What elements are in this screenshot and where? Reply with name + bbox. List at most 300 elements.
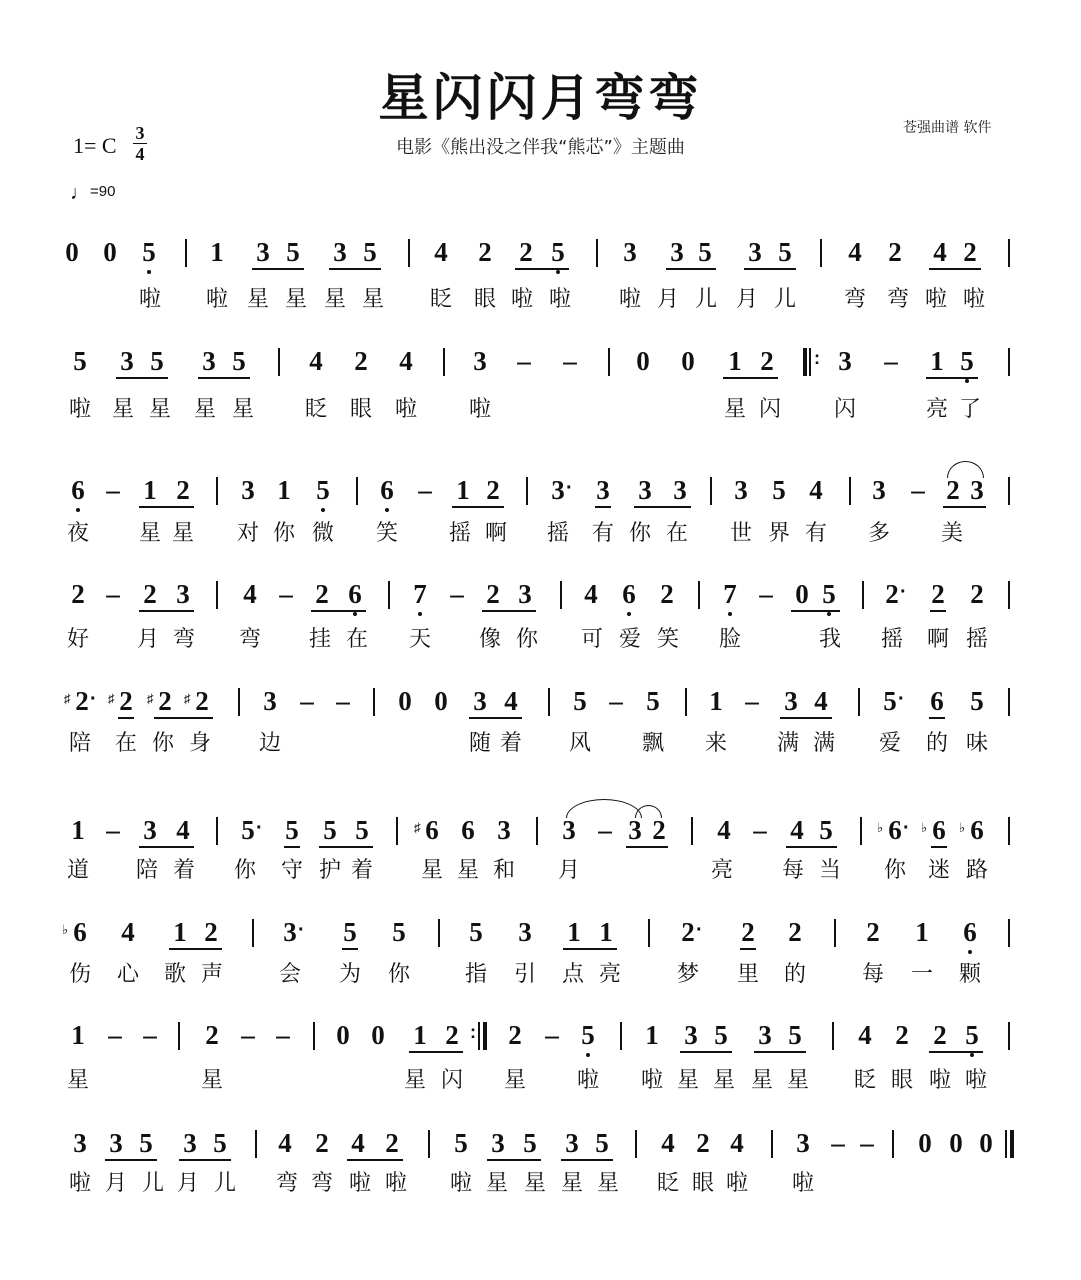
note — [712, 815, 736, 845]
lyric-syllable: 星 — [560, 1171, 583, 1196]
note-digit: 0 — [398, 686, 412, 716]
note-digit: 4 — [730, 1128, 744, 1158]
lyric-syllable: 星 — [148, 397, 171, 422]
note — [273, 1128, 297, 1158]
lyric-syllable: 会 — [278, 962, 301, 987]
low-octave-dot — [556, 270, 560, 274]
note-digit: 2 — [946, 475, 960, 505]
lyric-syllable: 眨 — [853, 1068, 876, 1093]
slur-tie — [566, 799, 642, 818]
lyric-syllable: 弯 — [238, 627, 261, 652]
lyric-syllable: 儿 — [141, 1171, 164, 1196]
note — [546, 237, 570, 267]
lyric-syllable: 好 — [66, 627, 89, 652]
note-digit: 2 — [354, 346, 368, 376]
note — [350, 815, 374, 845]
augmentation-dot: · — [903, 817, 910, 839]
note-digit: 2 — [486, 579, 500, 609]
note-digit: 5 — [883, 686, 897, 716]
lyric-syllable: 当 — [818, 858, 841, 883]
lyric-syllable: 弯 — [886, 287, 909, 312]
note-digit: – — [108, 1020, 122, 1050]
note — [66, 475, 90, 505]
lyric-syllable: 世 — [729, 521, 752, 546]
note-digit: 5 — [142, 237, 156, 267]
note-digit: 5 — [343, 917, 357, 947]
note-digit: 1 — [71, 1020, 85, 1050]
slur-tie — [635, 805, 662, 818]
note — [251, 237, 275, 267]
lyric-syllable: 星 — [111, 397, 134, 422]
lyric-syllable: 天 — [408, 627, 431, 652]
note-digit: 2 — [970, 579, 984, 609]
lyric-syllable: 星 — [138, 521, 161, 546]
low-octave-dot — [968, 950, 972, 954]
note — [693, 237, 717, 267]
barline — [216, 817, 218, 845]
eighth-underline — [139, 506, 194, 508]
note-digit: 3 — [183, 1128, 197, 1158]
note-digit: 4 — [121, 917, 135, 947]
lyric-syllable: 风 — [568, 731, 591, 756]
note — [468, 346, 492, 376]
note-digit: 5 — [316, 475, 330, 505]
note-digit: 5 — [355, 815, 369, 845]
note — [380, 1128, 404, 1158]
note — [965, 579, 989, 609]
note — [60, 237, 84, 267]
lyric-syllable: 儿 — [773, 287, 796, 312]
note — [861, 917, 885, 947]
note — [197, 346, 221, 376]
flat-icon: ♭ — [959, 820, 966, 835]
note — [513, 917, 537, 947]
note-digit: 1 — [71, 815, 85, 845]
lyric-syllable: 一 — [910, 962, 933, 987]
note — [790, 579, 814, 609]
barline — [691, 817, 693, 845]
flat-icon: ♭ — [921, 820, 928, 835]
note — [98, 237, 122, 267]
lyric-syllable: 亮 — [598, 962, 621, 987]
score-subtitle: 电影《熊出没之伴我“熊芯”》主题曲 — [396, 137, 685, 158]
note — [451, 475, 475, 505]
note-digit: – — [545, 1020, 559, 1050]
note-digit: 5 — [73, 346, 87, 376]
note-digit: 5 — [788, 1020, 802, 1050]
note — [138, 475, 162, 505]
eighth-underline — [926, 377, 978, 379]
note-digit: 1 — [599, 917, 613, 947]
eighth-underline — [744, 268, 796, 270]
note — [729, 475, 753, 505]
lyric-syllable: 星 — [485, 1171, 508, 1196]
note-digit: 2 — [205, 1020, 219, 1050]
note — [349, 346, 373, 376]
lyric-syllable: 伤 — [68, 962, 91, 987]
barline — [278, 348, 280, 376]
note-digit: 3 — [673, 475, 687, 505]
lyric-syllable: 闪 — [440, 1068, 463, 1093]
lyric-syllable: 飘 — [641, 731, 664, 756]
note — [138, 815, 162, 845]
lyric-syllable: 亮 — [925, 397, 948, 422]
flat-icon: ♭ — [62, 922, 69, 937]
note-digit: 4 — [243, 579, 257, 609]
lyric-syllable: 和 — [492, 858, 515, 883]
note-digit: 5 — [573, 686, 587, 716]
note — [208, 1128, 232, 1158]
note — [486, 1128, 510, 1158]
note-digit: 3 — [596, 475, 610, 505]
lyric-syllable: 在 — [114, 731, 137, 756]
lyric-syllable: 啦 — [510, 287, 533, 312]
note — [676, 346, 700, 376]
note-digit: 6 — [348, 579, 362, 609]
note-digit: 3 — [283, 917, 297, 947]
low-octave-dot — [586, 1053, 590, 1057]
barline — [1008, 817, 1010, 845]
lyric-syllable: 陪 — [68, 731, 91, 756]
note — [311, 475, 335, 505]
lyric-syllable: 星 — [503, 1068, 526, 1093]
note — [227, 346, 251, 376]
note-digit: 3 — [73, 1128, 87, 1158]
eighth-underline — [595, 506, 611, 508]
lyric-syllable: 弯 — [275, 1171, 298, 1196]
lyric-syllable: 啦 — [548, 287, 571, 312]
note — [236, 475, 260, 505]
barline — [560, 581, 562, 609]
barline — [428, 1130, 430, 1158]
note-digit: 5 — [778, 237, 792, 267]
note-digit: 1 — [143, 475, 157, 505]
note — [310, 1128, 334, 1158]
low-octave-dot — [321, 508, 325, 512]
barline — [862, 581, 864, 609]
note-digit: – — [753, 815, 767, 845]
note — [668, 475, 692, 505]
note-digit: 3 — [734, 475, 748, 505]
note — [115, 346, 139, 376]
note-digit: 5 — [970, 686, 984, 716]
note — [481, 475, 505, 505]
lyric-syllable: 里 — [736, 962, 759, 987]
note — [346, 1128, 370, 1158]
low-octave-dot — [418, 612, 422, 616]
lyric-syllable: 挂 — [308, 627, 331, 652]
lyric-syllable: 星 — [171, 521, 194, 546]
note — [647, 815, 671, 845]
note — [880, 579, 907, 609]
note — [199, 917, 223, 947]
note-digit: 0 — [918, 1128, 932, 1158]
note-digit: 5 — [581, 1020, 595, 1050]
eighth-underline — [139, 610, 194, 612]
slur-tie — [947, 461, 984, 478]
barline — [1008, 239, 1010, 267]
dash-hold — [101, 815, 125, 845]
lyric-syllable: 对 — [236, 521, 259, 546]
note — [481, 579, 505, 609]
note-digit: 1 — [173, 917, 187, 947]
note — [718, 579, 742, 609]
dash-hold — [593, 815, 617, 845]
barline — [596, 239, 598, 267]
note-digit: – — [106, 475, 120, 505]
lyric-syllable: 啦 — [384, 1171, 407, 1196]
note — [513, 579, 537, 609]
note — [809, 686, 833, 716]
note-digit: 1 — [915, 917, 929, 947]
eighth-underline — [105, 1159, 157, 1161]
eighth-underline — [169, 948, 222, 950]
note-digit: 5 — [469, 917, 483, 947]
note-digit: 6 — [963, 917, 977, 947]
note-digit: 3 — [333, 237, 347, 267]
lyric-syllable: 颗 — [958, 962, 981, 987]
note-digit: 0 — [795, 579, 809, 609]
note-digit: 3 — [784, 686, 798, 716]
lyric-syllable: 歌 — [163, 962, 186, 987]
note-digit: 3 — [565, 1128, 579, 1158]
lyric-syllable: 星 — [323, 287, 346, 312]
note — [137, 237, 161, 267]
barline — [443, 348, 445, 376]
note — [440, 1020, 464, 1050]
note — [205, 237, 229, 267]
barline — [849, 477, 851, 505]
dash-hold — [138, 1020, 162, 1050]
note — [877, 815, 910, 845]
note-digit: 4 — [434, 237, 448, 267]
note — [944, 1128, 968, 1158]
note — [562, 917, 586, 947]
lyric-syllable: 星 — [523, 1171, 546, 1196]
eighth-underline — [469, 717, 522, 719]
lyric-syllable: 可 — [580, 627, 603, 652]
lyric-syllable: 儿 — [213, 1171, 236, 1196]
note — [178, 1128, 202, 1158]
note — [278, 917, 305, 947]
lyric-syllable: 味 — [965, 731, 988, 756]
sharp-icon: ♯ — [108, 691, 115, 706]
note-digit: 4 — [504, 686, 518, 716]
note — [921, 815, 951, 845]
lyric-syllable: 你 — [883, 858, 906, 883]
note-digit: 5 — [232, 346, 246, 376]
note-digit: 4 — [176, 815, 190, 845]
note-digit: 4 — [790, 815, 804, 845]
note-digit: – — [450, 579, 464, 609]
lyric-syllable: 多 — [867, 521, 890, 546]
note — [679, 1020, 703, 1050]
note-digit: 5 — [698, 237, 712, 267]
dash-hold — [754, 579, 778, 609]
note-digit: 5 — [595, 1128, 609, 1158]
note-digit: – — [860, 1128, 874, 1158]
note-digit: 4 — [309, 346, 323, 376]
lyric-syllable: 在 — [665, 521, 688, 546]
lyric-syllable: 亮 — [710, 858, 733, 883]
note — [394, 346, 418, 376]
sharp-icon: ♯ — [414, 820, 421, 835]
note — [753, 1020, 777, 1050]
note-digit: 4 — [399, 346, 413, 376]
note — [965, 475, 989, 505]
note-digit: 0 — [979, 1128, 993, 1158]
lyric-syllable: 星 — [403, 1068, 426, 1093]
note — [785, 815, 809, 845]
lyric-syllable: 身 — [188, 731, 211, 756]
note-digit: 6 — [380, 475, 394, 505]
note-digit: 2 — [195, 686, 209, 716]
lyric-syllable: 来 — [704, 731, 727, 756]
note — [518, 1128, 542, 1158]
eighth-underline — [342, 948, 358, 950]
note-digit: 0 — [949, 1128, 963, 1158]
note — [468, 686, 492, 716]
eighth-underline — [409, 1051, 463, 1053]
dash-hold — [236, 1020, 260, 1050]
lyric-syllable: 美 — [940, 521, 963, 546]
note-digit: – — [336, 686, 350, 716]
note — [804, 475, 828, 505]
note-digit: 1 — [645, 1020, 659, 1050]
note — [429, 686, 453, 716]
note — [591, 475, 615, 505]
dash-hold — [512, 346, 536, 376]
lyric-syllable: 闪 — [758, 397, 781, 422]
note — [833, 346, 857, 376]
note-digit: 2 — [963, 237, 977, 267]
note — [64, 686, 97, 716]
note-digit: 3 — [256, 237, 270, 267]
eighth-underline — [929, 717, 945, 719]
note — [66, 815, 90, 845]
eighth-underline — [929, 1051, 983, 1053]
eighth-underline — [515, 268, 569, 270]
note-digit: 5 — [363, 237, 377, 267]
note — [68, 346, 92, 376]
note-digit: 3 — [263, 686, 277, 716]
note — [557, 815, 581, 845]
note-digit: 3 — [684, 1020, 698, 1050]
note-digit: 1 — [456, 475, 470, 505]
note — [623, 815, 647, 845]
note-digit: 2 — [385, 1128, 399, 1158]
eighth-underline — [930, 610, 946, 612]
note-digit: 3 — [491, 1128, 505, 1158]
flat-icon: ♭ — [877, 820, 884, 835]
eighth-underline — [723, 377, 778, 379]
lyric-syllable: 月 — [104, 1171, 127, 1196]
note — [618, 237, 642, 267]
dash-hold — [274, 579, 298, 609]
lyric-syllable: 脸 — [718, 627, 741, 652]
augmentation-dot: · — [696, 919, 703, 941]
eighth-underline — [452, 506, 504, 508]
lyric-syllable: 弯 — [843, 287, 866, 312]
note-digit: 2 — [681, 917, 695, 947]
note-digit: 5 — [646, 686, 660, 716]
note-digit: 4 — [661, 1128, 675, 1158]
barline — [238, 688, 240, 716]
lyric-syllable: 笑 — [375, 521, 398, 546]
note-digit: 5 — [213, 1128, 227, 1158]
note-digit: – — [563, 346, 577, 376]
note — [238, 579, 262, 609]
note-digit: 4 — [848, 237, 862, 267]
lyric-syllable: 着 — [172, 858, 195, 883]
lyric-syllable: 声 — [200, 962, 223, 987]
note — [665, 237, 689, 267]
note — [503, 1020, 527, 1050]
note-digit: 2 — [508, 1020, 522, 1050]
lyric-syllable: 着 — [499, 731, 522, 756]
dash-hold — [855, 1128, 879, 1158]
note — [429, 237, 453, 267]
note — [691, 1128, 715, 1158]
note — [145, 346, 169, 376]
barline — [255, 1130, 257, 1158]
lyric-syllable: 啊 — [926, 627, 949, 652]
barline — [1008, 919, 1010, 947]
note-digit: 0 — [681, 346, 695, 376]
lyric-syllable: 守 — [280, 858, 303, 883]
note-digit: 2 — [158, 686, 172, 716]
lyric-syllable: 像 — [478, 627, 501, 652]
note — [68, 1128, 92, 1158]
barline — [526, 477, 528, 505]
note — [171, 579, 195, 609]
dash-hold — [295, 686, 319, 716]
lyric-syllable: 点 — [561, 962, 584, 987]
lyric-syllable: 的 — [783, 962, 806, 987]
note-digit: 3 — [838, 346, 852, 376]
lyric-syllable: 摇 — [880, 627, 903, 652]
lyric-syllable: 眼 — [691, 1171, 714, 1196]
note — [853, 1020, 877, 1050]
lyric-syllable: 摇 — [546, 521, 569, 546]
note-digit: 1 — [413, 1020, 427, 1050]
note-digit: 2 — [933, 1020, 947, 1050]
note — [236, 815, 263, 845]
note — [280, 815, 304, 845]
barline — [185, 239, 187, 267]
note-digit: 5 — [822, 579, 836, 609]
note-digit: – — [106, 815, 120, 845]
note — [318, 815, 342, 845]
note-digit: 2 — [315, 579, 329, 609]
note — [755, 346, 779, 376]
note — [640, 1020, 664, 1050]
lyric-syllable: 引 — [513, 962, 536, 987]
barline — [373, 688, 375, 716]
barline — [252, 919, 254, 947]
note-digit: 0 — [636, 346, 650, 376]
note-digit: 6 — [970, 815, 984, 845]
note-digit: 4 — [814, 686, 828, 716]
eighth-underline — [319, 846, 373, 848]
note — [171, 475, 195, 505]
eighth-underline — [154, 717, 213, 719]
tempo-marking — [70, 182, 115, 205]
note-digit: 2 — [204, 917, 218, 947]
note-digit: 3 — [518, 917, 532, 947]
note — [594, 917, 618, 947]
note — [331, 1020, 355, 1050]
